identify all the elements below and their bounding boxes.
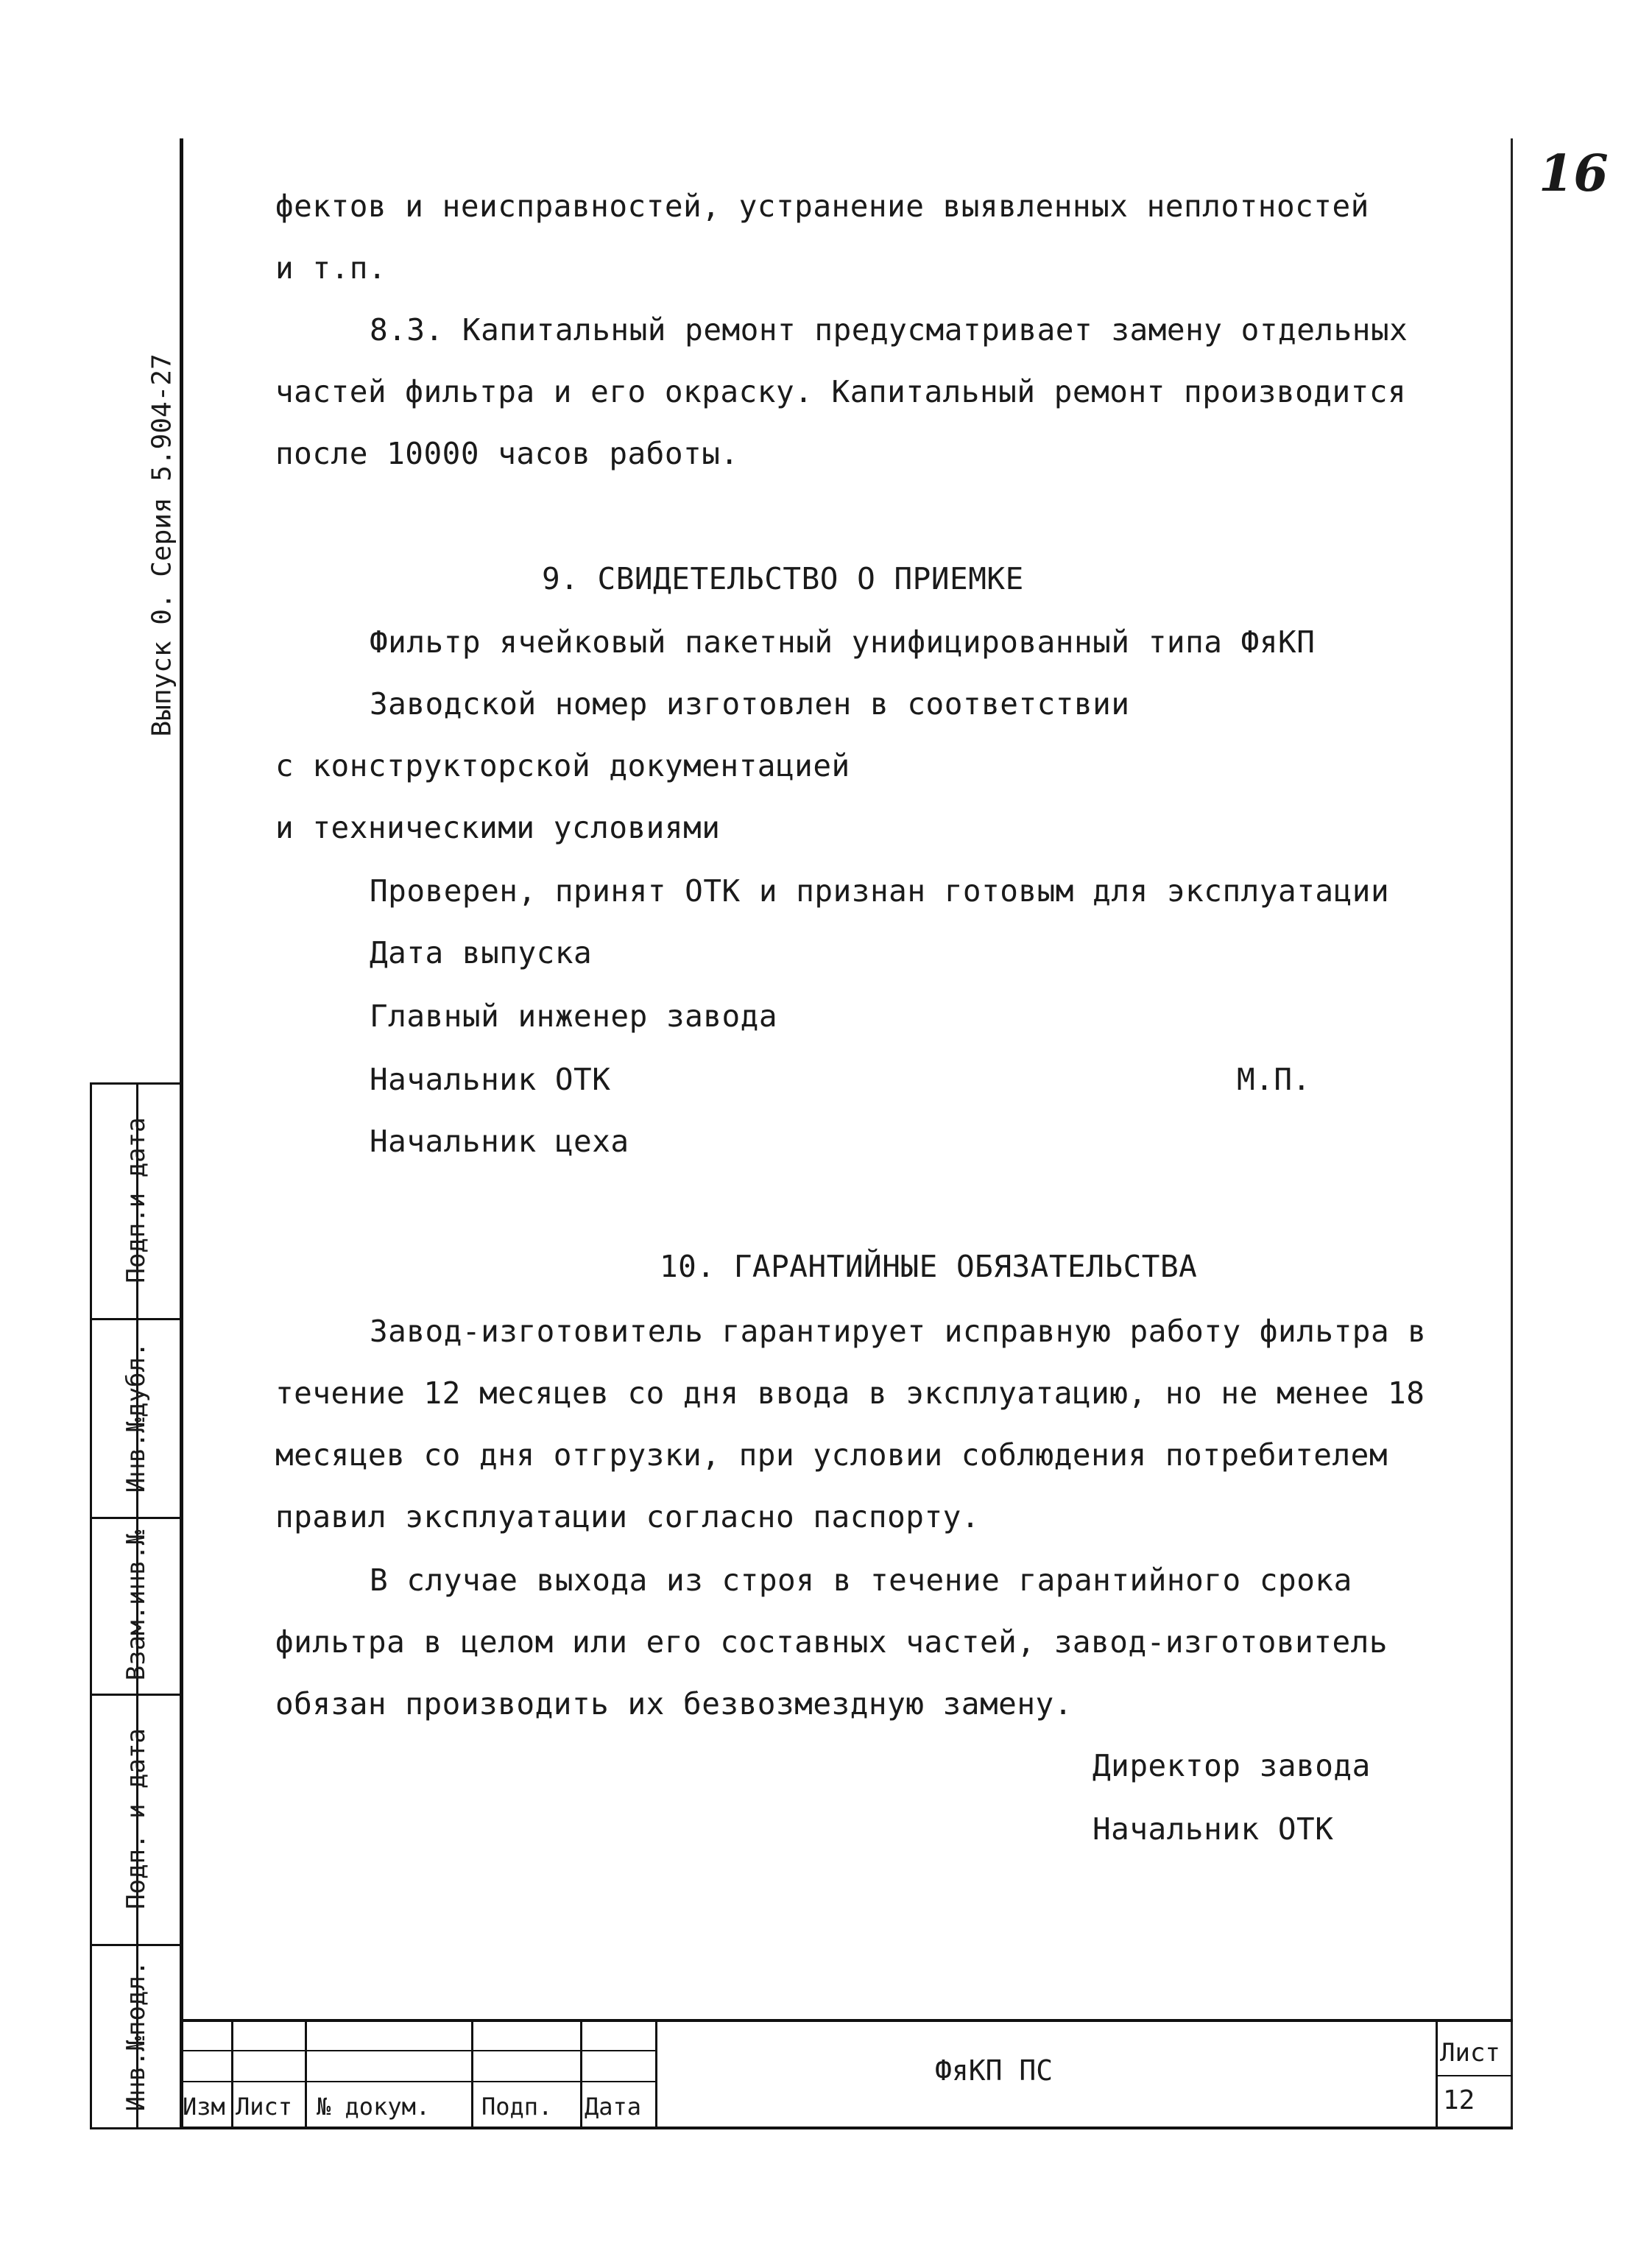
section-10-heading: 10. ГАРАНТИЙНЫЕ ОБЯЗАТЕЛЬСТВА (660, 1249, 1198, 1284)
text-line: Главный инженер завода (370, 998, 778, 1034)
document-code: ФяКП ПС (935, 2054, 1053, 2087)
page-number: 16 (1539, 144, 1609, 203)
title-col-date: Дата (585, 2093, 642, 2121)
text-line: Начальник цеха (370, 1124, 629, 1159)
frame-right-border (1511, 138, 1513, 2127)
text-line: частей фильтра и его окраску. Капитальный ремонт производится (275, 374, 1407, 409)
title-block-col-line (231, 2019, 233, 2129)
text-line: Заводской номер изготовлен в соответствии (370, 686, 1130, 722)
sheet-label: Лист (1440, 2038, 1500, 2068)
text-line: и т.п. (275, 250, 387, 286)
title-col-change: Изм (183, 2093, 225, 2121)
text-line: и техническими условиями (275, 810, 721, 845)
title-col-docnum: № докум. (317, 2093, 431, 2121)
text-line: Фильтр ячейковый пакетный унифицированный типа ФяКП (370, 624, 1316, 660)
text-line: Дата выпуска (370, 935, 593, 970)
text-line: с конструкторской документацией (275, 748, 850, 783)
side-label-orig-inv: Инв.№подл. (121, 1960, 151, 2112)
text-line: Начальник ОТК (370, 1062, 611, 1097)
title-block-col-line (580, 2019, 582, 2129)
title-block-col-line (1436, 2019, 1438, 2129)
text-line: В случае выхода из строя в течение гарантийного срока (370, 1562, 1352, 1598)
sheet-number: 12 (1443, 2085, 1475, 2115)
title-block-col-line (471, 2019, 473, 2129)
side-label-replace-inv: Взам.инв.№ (121, 1529, 151, 1681)
title-col-sign: Подп. (481, 2093, 553, 2121)
text-line: обязан производить их безвозмездную замену. (275, 1686, 1073, 1722)
side-label-sign-date: Подп.и дата (121, 1117, 151, 1283)
side-divider (90, 1318, 183, 1320)
text-line: после 10000 часов работы. (275, 436, 739, 471)
text-line: 8.3. Капитальный ремонт предусматривает замену отдельных (370, 312, 1408, 348)
side-label-sign-date-2: Подп. и дата (121, 1728, 151, 1909)
title-col-sheet: Лист (236, 2093, 293, 2121)
title-block-row-line (180, 2050, 655, 2051)
text-line: фектов и неисправностей, устранение выявленных неплотностей (275, 188, 1369, 224)
text-line: течение 12 месяцев со дня ввода в эксплуатацию, но не менее 18 (275, 1375, 1425, 1411)
text-line: правил эксплуатации согласно паспорту. (275, 1499, 980, 1535)
series-label: Выпуск 0. Серия 5.904-27 (147, 353, 177, 737)
text-line: Проверен, принят ОТК и признан готовым для эксплуатации (370, 873, 1390, 909)
stamp-mark: М.П. (1237, 1062, 1311, 1097)
signature-otk-head: Начальник ОТК (1092, 1811, 1334, 1847)
section-9-heading: 9. СВИДЕТЕЛЬСТВО О ПРИЕМКЕ (542, 561, 1024, 596)
title-block-col-line (305, 2019, 307, 2129)
text-line: Завод-изготовитель гарантирует исправную работу фильтра в (370, 1314, 1427, 1349)
side-label-dup-inv: Инв.№дубл. (121, 1342, 151, 1493)
title-block-col-line (655, 2019, 657, 2129)
signature-director: Директор завода (1092, 1748, 1371, 1783)
text-line: месяцев со дня отгрузки, при условии соблюдения потребителем (275, 1437, 1388, 1473)
text-line: фильтра в целом или его составных частей, завод-изготовитель (275, 1624, 1388, 1660)
title-block-row-line (180, 2081, 655, 2082)
title-block-row-line (1436, 2075, 1512, 2076)
